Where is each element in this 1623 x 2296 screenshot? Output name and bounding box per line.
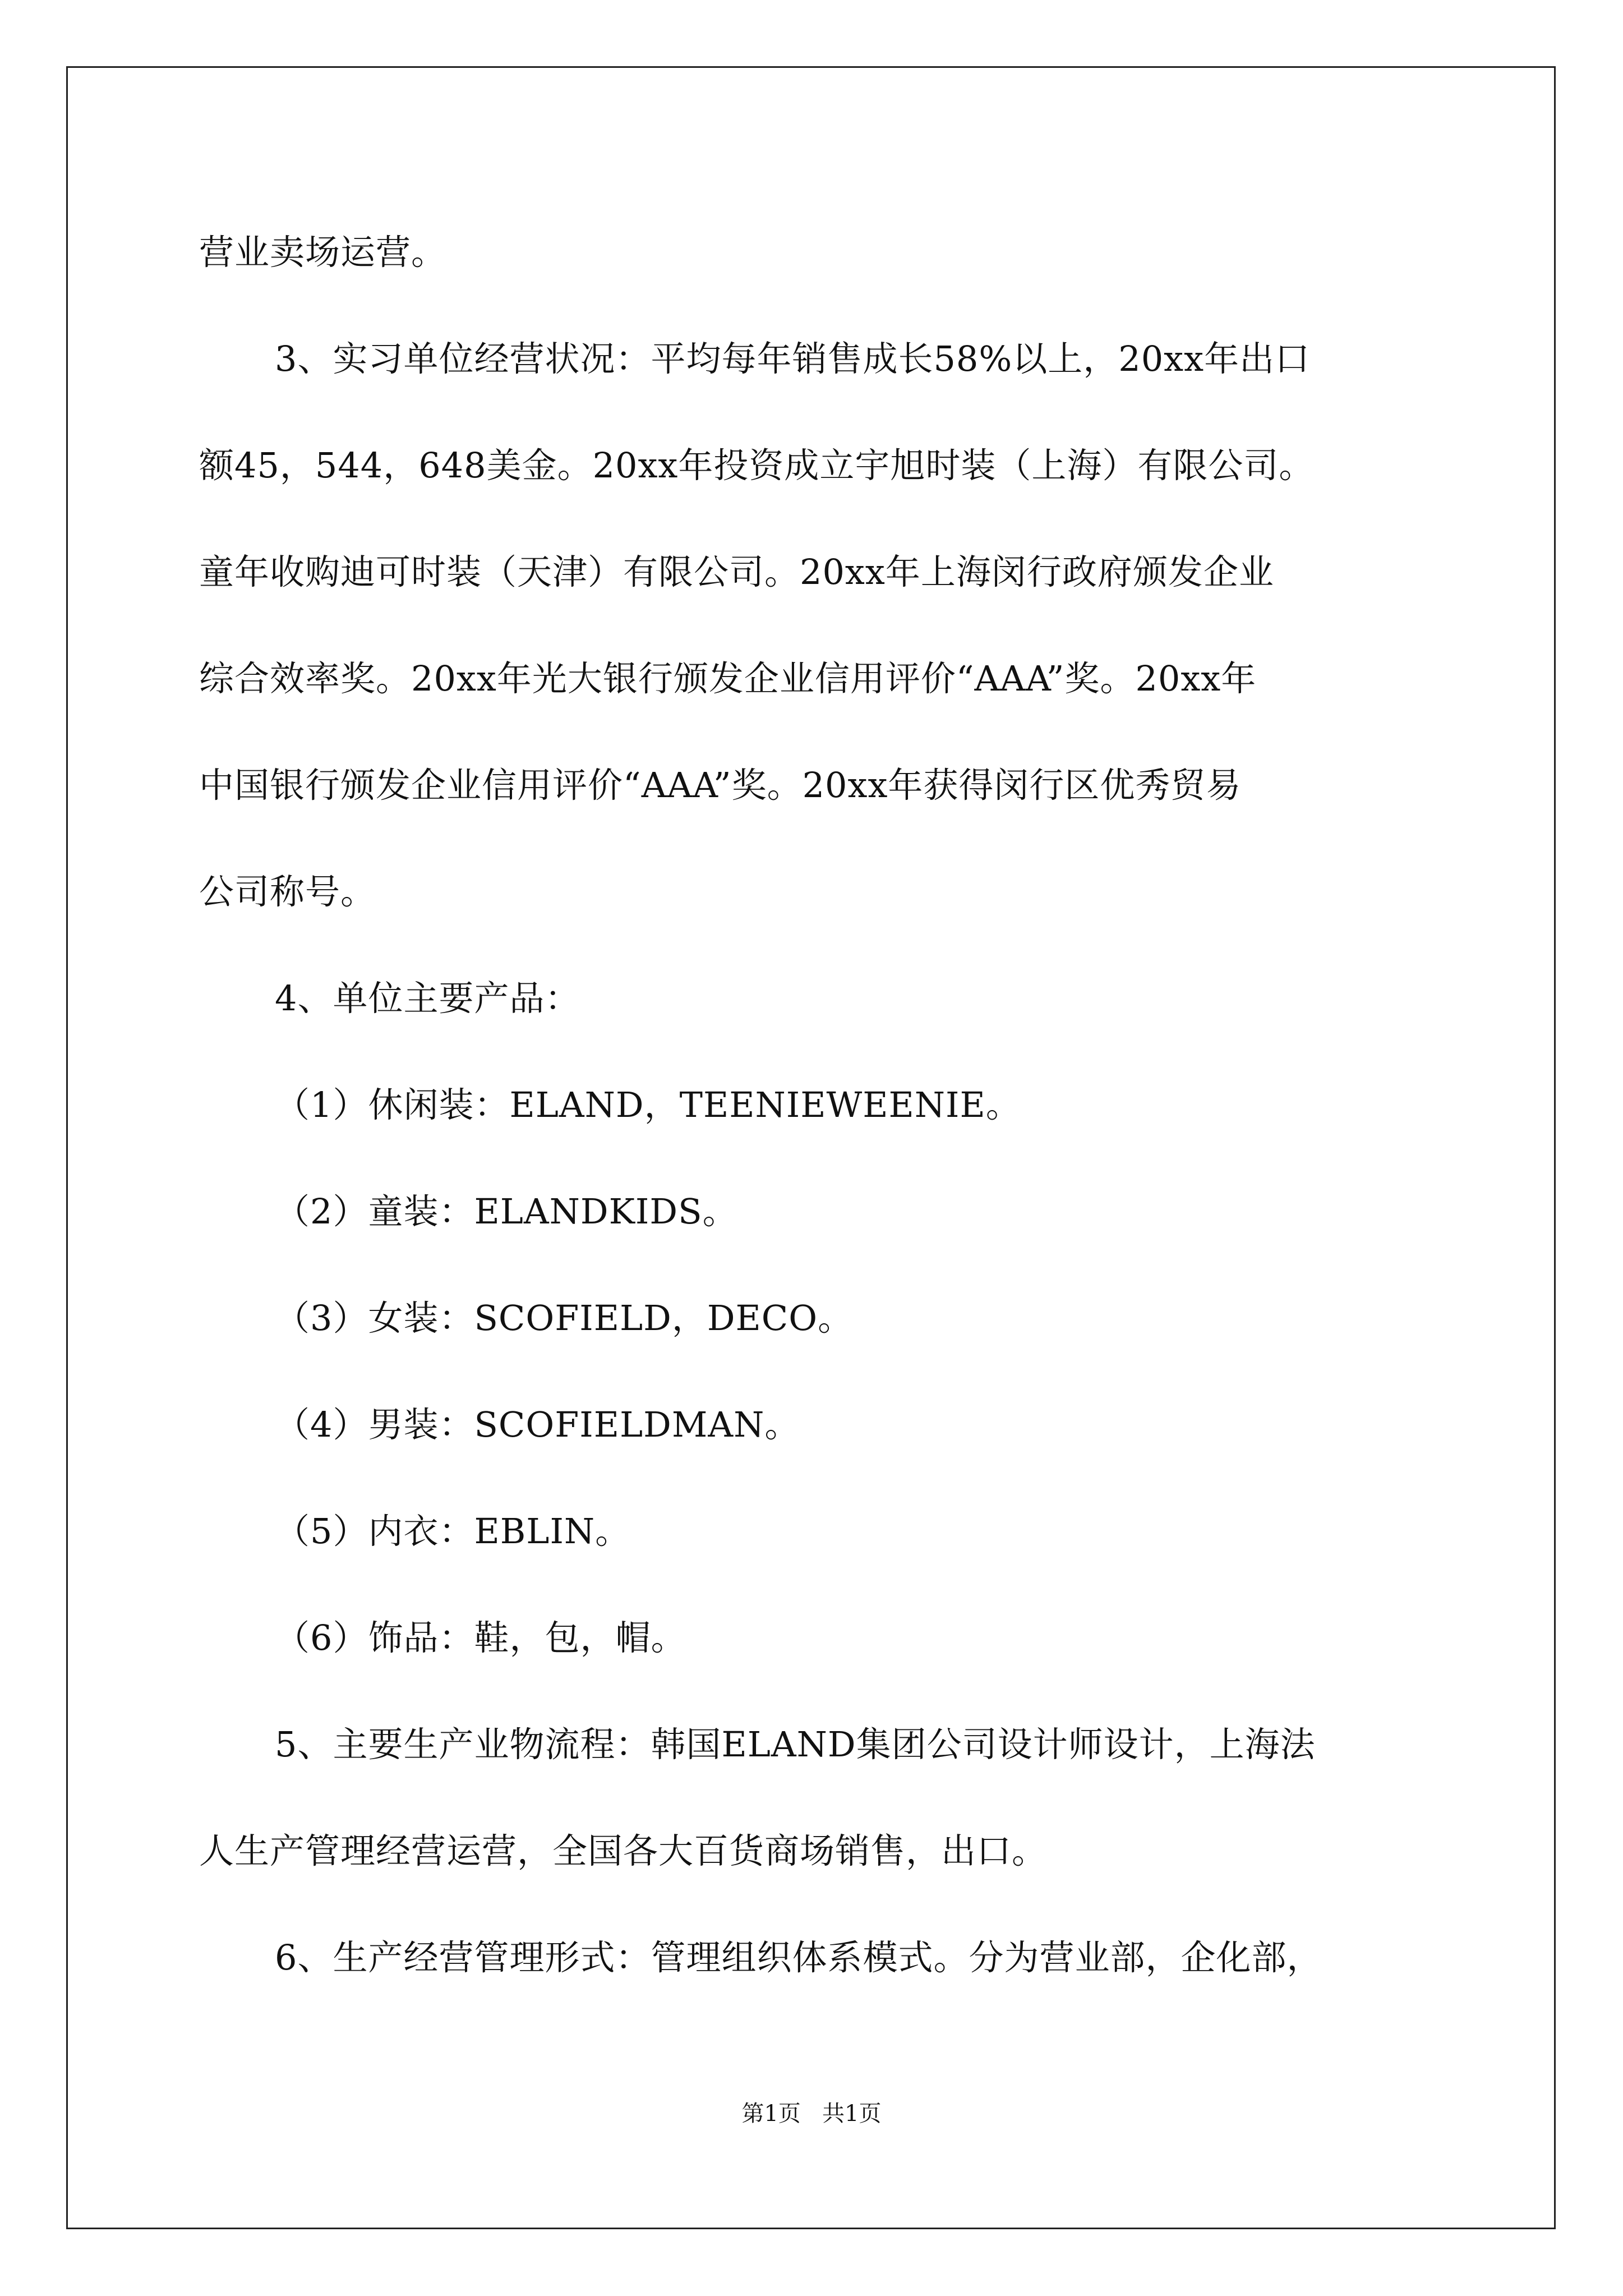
page-border <box>66 66 1556 2229</box>
page-number-footer: 第1页 共1页 <box>741 2101 882 2127</box>
text-line: （6）饰品：鞋，包，帽。 <box>275 1617 686 1658</box>
text-line: （1）休闲装：ELAND，TEENIEWEENIE。 <box>275 1084 1021 1125</box>
text-line: 4、单位主要产品： <box>275 978 580 1019</box>
text-line: 营业卖场运营。 <box>199 232 447 273</box>
text-line: 3、实习单位经营状况：平均每年销售成长58%以上，20xx年出口 <box>275 338 1311 379</box>
text-line: （2）童装：ELANDKIDS。 <box>275 1191 738 1232</box>
text-line: 公司称号。 <box>199 871 376 912</box>
text-line: 中国银行颁发企业信用评价“AAA”奖。20xx年获得闵行区优秀贸易 <box>199 765 1242 806</box>
text-line: 额45，544，648美金。20xx年投资成立宇旭时装（上海）有限公司。 <box>199 445 1315 486</box>
text-line: （3）女装：SCOFIELD，DECO。 <box>275 1297 854 1338</box>
text-line: 人生产管理经营运营，全国各大百货商场销售，出口。 <box>199 1830 1048 1871</box>
text-line: 综合效率奖。20xx年光大银行颁发企业信用评价“AAA”奖。20xx年 <box>199 658 1257 699</box>
text-line: 5、主要生产业物流程：韩国ELAND集团公司设计师设计，上海法 <box>275 1724 1316 1765</box>
text-line: 6、生产经营管理形式：管理组织体系模式。分为营业部，企化部， <box>275 1937 1322 1978</box>
text-line: （5）内衣：EBLIN。 <box>275 1511 631 1552</box>
text-line: （4）男装：SCOFIELDMAN。 <box>275 1404 800 1445</box>
text-line: 童年收购迪可时装（天津）有限公司。20xx年上海闵行政府颁发企业 <box>199 551 1274 592</box>
